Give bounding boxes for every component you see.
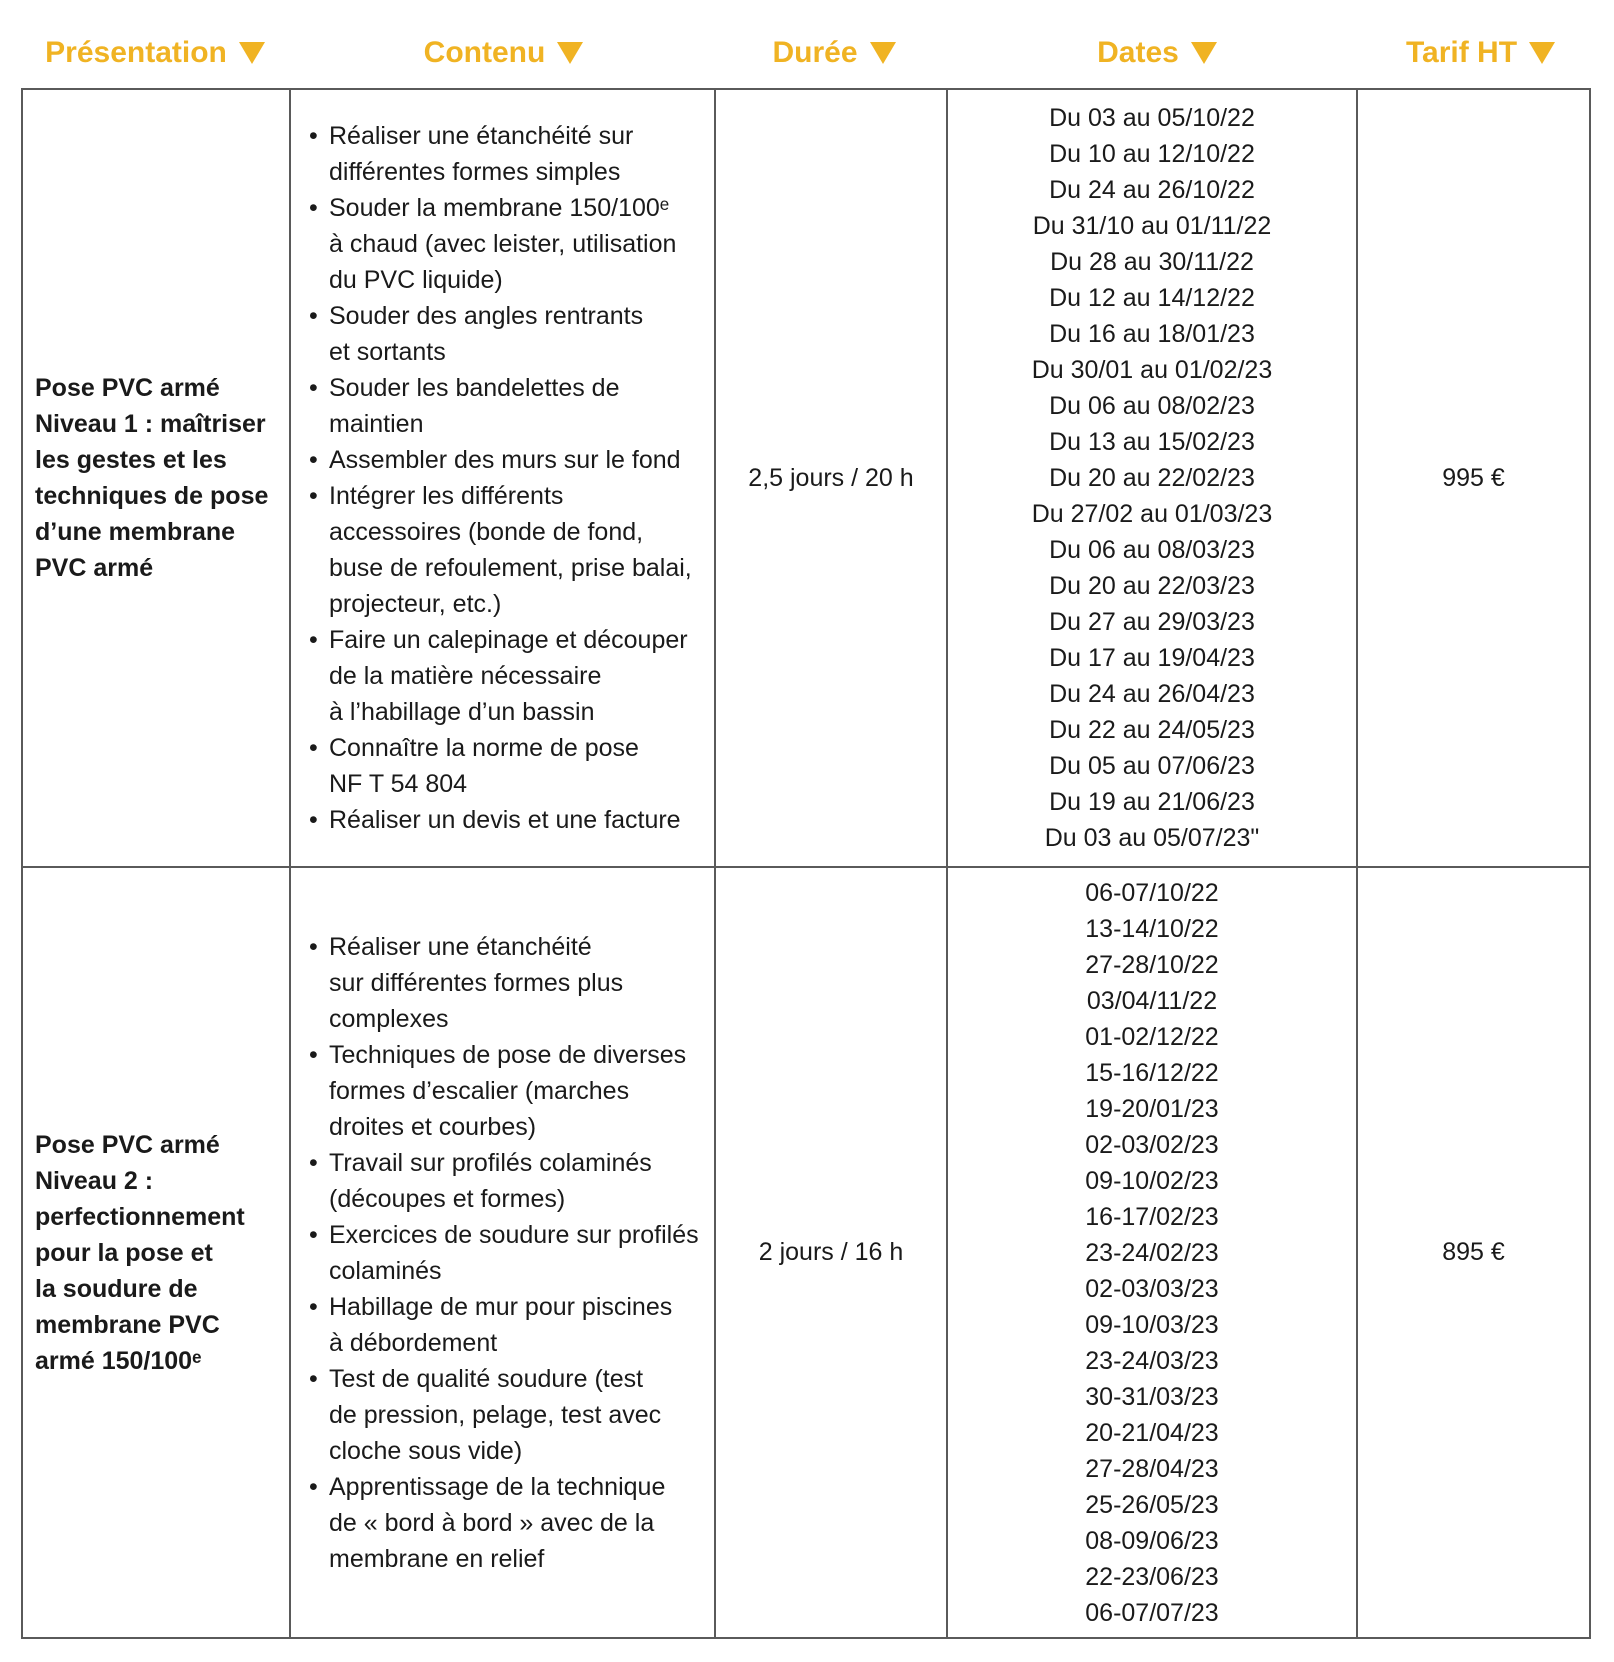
list-item: • Test de qualité soudure (test de pression, pelage, test avec cloche sous vide) (329, 1361, 714, 1469)
down-triangle-icon (239, 42, 265, 64)
list-item: • Assembler des murs sur le fond (329, 442, 714, 478)
list-item: • Techniques de pose de diverses formes d’escalier (marches droites et courbes) (329, 1037, 714, 1145)
down-triangle-icon (870, 42, 896, 64)
presentation-cell: Pose PVC armé Niveau 2 : perfectionnement pour la pose et la soudure de membrane PVC armé 150/100ᵉ (22, 867, 290, 1638)
tarif-cell: 895 € (1357, 867, 1590, 1638)
header-label: Contenu (423, 36, 546, 69)
table-row (22, 867, 1590, 1638)
header-label: Présentation (45, 36, 227, 69)
list-item: • Réaliser une étanchéité sur différentes formes simples (329, 118, 714, 190)
list-item: • Réaliser un devis et une facture (329, 802, 714, 838)
content-list (291, 929, 714, 1577)
contenu-cell (290, 89, 715, 867)
list-item: • Souder les bandelettes de maintien (329, 370, 714, 442)
presentation-cell: Pose PVC armé Niveau 1 : maîtriser les gestes et les techniques de pose d’une membrane PVC armé (22, 89, 290, 867)
dates-cell: Du 03 au 05/10/22 Du 10 au 12/10/22 Du 24 au 26/10/22 Du 31/10 au 01/11/22 Du 28 au 30/11/22 Du 12 au 14/12/22 Du 16 au 18/01/23 Du 30/01 au 01/02/23 Du 06 au 08/02/23 Du 13 au 15/02/23 Du 20 au 22/02/23 Du 27/02 au 01/03/23 Du 06 au 08/03/23 Du 20 au 22/03/23 Du 27 au 29/03/23 Du 17 au 19/04/23 Du 24 au 26/04/23 Du 22 au 24/05/23 Du 05 au 07/06/23 Du 19 au 21/06/23 Du 03 au 05/07/23" (947, 89, 1357, 867)
header-label: Durée (772, 36, 858, 69)
header-duree[interactable] (717, 28, 951, 78)
list-item: • Souder des angles rentrants et sortants (329, 298, 714, 370)
header-label: Dates (1097, 36, 1179, 69)
list-item: • Connaître la norme de pose NF T 54 804 (329, 730, 714, 802)
list-item: • Apprentissage de la technique de « bord à bord » avec de la membrane en relief (329, 1469, 714, 1577)
content-list (291, 118, 714, 838)
header-tarif[interactable] (1363, 28, 1598, 78)
down-triangle-icon (1529, 42, 1555, 64)
list-item: • Intégrer les différents accessoires (bonde de fond, buse de refoulement, prise balai, projecteur, etc.) (329, 478, 714, 622)
tarif-cell: 995 € (1357, 89, 1590, 867)
training-table (21, 88, 1591, 1639)
list-item: • Faire un calepinage et découper de la matière nécessaire à l’habillage d’un bassin (329, 622, 714, 730)
list-item: • Exercices de soudure sur profilés colaminés (329, 1217, 714, 1289)
contenu-cell (290, 867, 715, 1638)
list-item: • Habillage de mur pour piscines à débordement (329, 1289, 714, 1361)
list-item: • Réaliser une étanchéité sur différentes formes plus complexes (329, 929, 714, 1037)
table-row (22, 89, 1590, 867)
duree-cell: 2 jours / 16 h (715, 867, 947, 1638)
duree-cell: 2,5 jours / 20 h (715, 89, 947, 867)
down-triangle-icon (1191, 42, 1217, 64)
header-dates[interactable] (951, 28, 1363, 78)
header-label: Tarif HT (1405, 36, 1518, 69)
down-triangle-icon (557, 42, 583, 64)
list-item: • Travail sur profilés colaminés (découpes et formes) (329, 1145, 714, 1217)
dates-cell: 06-07/10/22 13-14/10/22 27-28/10/22 03/04/11/22 01-02/12/22 15-16/12/22 19-20/01/23 02-03/02/23 09-10/02/23 16-17/02/23 23-24/02/23 02-03/03/23 09-10/03/23 23-24/03/23 30-31/03/23 20-21/04/23 27-28/04/23 25-26/05/23 08-09/06/23 22-23/06/23 06-07/07/23 (947, 867, 1357, 1638)
header-contenu[interactable] (290, 28, 717, 78)
list-item: • Souder la membrane 150/100ᵉ à chaud (avec leister, utilisation du PVC liquide) (329, 190, 714, 298)
header-presentation[interactable] (20, 28, 290, 78)
